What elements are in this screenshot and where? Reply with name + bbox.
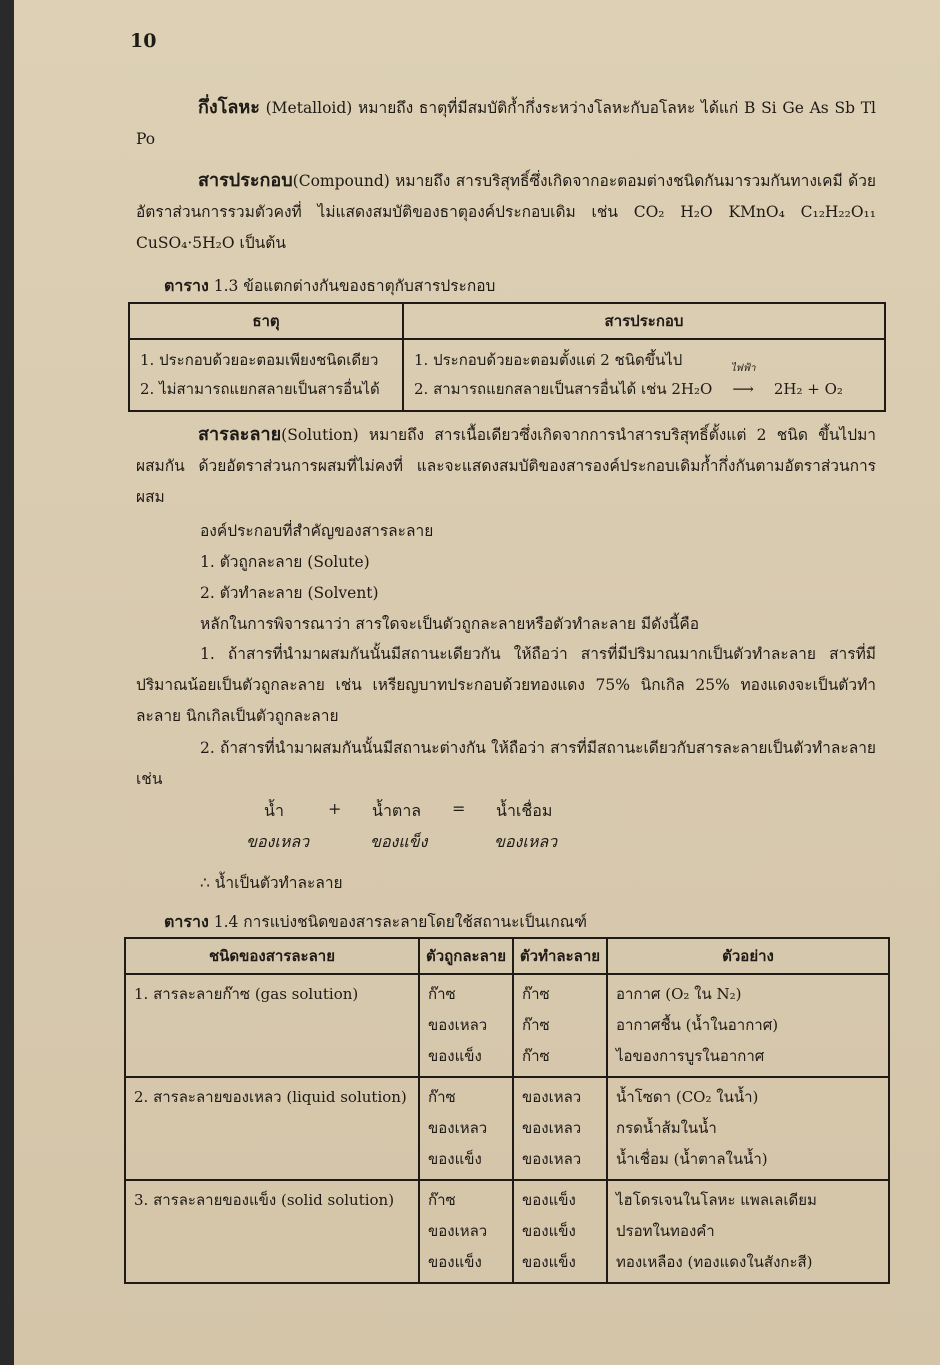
example-value: ไฮโดรเจนในโลหะ แพลเลเดียม xyxy=(616,1191,817,1209)
equation-water-state: ของเหลว xyxy=(246,832,310,851)
table14-header-solvent: ตัวทำละลาย xyxy=(513,938,607,974)
compound-paragraph xyxy=(136,165,876,259)
example-cell xyxy=(607,1180,889,1283)
metalloid-paragraph xyxy=(136,92,876,155)
equation-equals: = xyxy=(452,799,466,818)
table14-number: 1.4 xyxy=(213,913,239,931)
example-value: ทองเหลือง (ทองแดงในสังกะสี) xyxy=(616,1253,813,1271)
reaction-products: 2H₂ + O₂ xyxy=(773,380,843,398)
solvent-value: ของเหลว xyxy=(522,1088,582,1106)
table-row xyxy=(125,1077,889,1180)
table13-compound-cell xyxy=(403,339,885,411)
solute-value: ของแข็ง xyxy=(428,1253,482,1271)
table14-caption xyxy=(164,909,587,935)
example-cell xyxy=(607,974,889,1077)
component-item: 1. ตัวถูกละลาย (Solute) xyxy=(200,553,370,571)
solute-value: ของเหลว xyxy=(428,1222,488,1240)
solute-value: ของเหลว xyxy=(428,1016,488,1034)
solvent-value: ของแข็ง xyxy=(522,1253,576,1271)
table13-caption xyxy=(164,273,495,299)
solution-type-cell: 3. สารละลายของแข็ง (solid solution) xyxy=(125,1180,419,1283)
electrolysis-arrow xyxy=(721,363,765,404)
table-row xyxy=(125,1180,889,1283)
metalloid-term: กึ่งโลหะ xyxy=(198,97,260,118)
solvent-value: ของแข็ง xyxy=(522,1222,576,1240)
equation-sugar: น้ำตาล xyxy=(372,801,422,820)
component-item: 2. ตัวทำละลาย (Solvent) xyxy=(200,584,379,602)
equation-syrup-state: ของเหลว xyxy=(494,832,558,851)
solute-value: ก๊าซ xyxy=(428,985,456,1003)
rule2-paragraph: 2. ถ้าสารที่นำมาผสมกันนั้นมีสถานะต่างกัน ให้ถือว่า สารที่มีสถานะเดียวกับสารละลายเป็นตัวทำละลาย เช่น xyxy=(136,739,876,788)
solute-cell xyxy=(419,1077,513,1180)
solution-paragraph xyxy=(136,419,876,513)
table13-number: 1.3 xyxy=(213,277,239,295)
solute-value: ของแข็ง xyxy=(428,1150,482,1168)
equation-sugar-state: ของแข็ง xyxy=(370,832,428,851)
table13-label: ตาราง xyxy=(164,276,209,295)
example-value: ไอของการบูรในอากาศ xyxy=(616,1047,765,1065)
compound-text: (Compound) หมายถึง สารบริสุทธิ์ซึ่งเกิดจากอะตอมต่างชนิดกันมารวมกันทางเคมี ด้วยอัตราส่วนการรวมตัวคงที่ ไม่แสดงสมบัติของธาตุองค์ประกอบเดิม เช่น CO₂ H₂O KMnO₄ C₁₂H₂₂O₁₁ CuSO₄·5H₂O เป็นต้น xyxy=(136,172,876,252)
solution-types-table xyxy=(124,937,890,1284)
table13-compound-row xyxy=(414,363,874,404)
solvent-cell xyxy=(513,1180,607,1283)
table13-caption-text: ข้อแตกต่างกันของธาตุกับสารประกอบ xyxy=(243,277,496,295)
example-value: กรดน้ำส้มในน้ำ xyxy=(616,1119,717,1137)
table14-caption-text: การแบ่งชนิดของสารละลายโดยใช้สถานะเป็นเกณฑ์ xyxy=(243,913,588,931)
solvent-cell xyxy=(513,1077,607,1180)
solution-type-cell: 1. สารละลายก๊าซ (gas solution) xyxy=(125,974,419,1077)
solute-cell xyxy=(419,974,513,1077)
solution-type-cell: 2. สารละลายของเหลว (liquid solution) xyxy=(125,1077,419,1180)
solute-value: ก๊าซ xyxy=(428,1088,456,1106)
solvent-cell xyxy=(513,974,607,1077)
example-value: ปรอทในทองคำ xyxy=(616,1222,715,1240)
solution-text: (Solution) หมายถึง สารเนื้อเดียวซึ่งเกิดจากการนำสารบริสุทธิ์ตั้งแต่ 2 ชนิด ขึ้นไปมาผสมกัน ด้วยอัตราส่วนการผสมที่ไม่คงที่ และจะแสดงสมบัติของสารองค์ประกอบเดิมก้ำกึ่งกันตามอัตราส่วนการผสม xyxy=(136,426,876,506)
metalloid-text: (Metalloid) หมายถึง ธาตุที่มีสมบัติก้ำกึ่งระหว่างโลหะกับอโลหะ ได้แก่ B Si Ge As Sb Tl Po xyxy=(136,99,876,148)
table13-header-compound: สารประกอบ xyxy=(403,303,885,339)
solvent-value: ของเหลว xyxy=(522,1150,582,1168)
table14-header-solute: ตัวถูกละลาย xyxy=(419,938,513,974)
solvent-value: ของเหลว xyxy=(522,1119,582,1137)
book-page xyxy=(14,0,940,1365)
solution-term: สารละลาย xyxy=(198,424,282,445)
compound-term: สารประกอบ xyxy=(198,170,293,191)
table13-element-row: 1. ประกอบด้วยอะตอมเพียงชนิดเดียว xyxy=(140,351,379,369)
electrolysis-label: ไฟฟ้า xyxy=(730,363,756,374)
equation-plus: + xyxy=(328,799,342,818)
solute-value: ของแข็ง xyxy=(428,1047,482,1065)
element-compound-table xyxy=(128,302,886,412)
solvent-value: ก๊าซ xyxy=(522,985,550,1003)
criteria-intro: หลักในการพิจารณาว่า สารใดจะเป็นตัวถูกละลายหรือตัวทำละลาย มีดังนี้คือ xyxy=(200,615,700,633)
solvent-value: ก๊าซ xyxy=(522,1016,550,1034)
solute-value: ก๊าซ xyxy=(428,1191,456,1209)
table14-header-example: ตัวอย่าง xyxy=(607,938,889,974)
table13-element-row: 2. ไม่สามารถแยกสลายเป็นสารอื่นได้ xyxy=(140,380,380,398)
example-value: อากาศ (O₂ ใน N₂) xyxy=(616,985,742,1003)
solute-cell xyxy=(419,1180,513,1283)
example-value: อากาศชื้น (น้ำในอากาศ) xyxy=(616,1016,779,1034)
example-value: น้ำโซดา (CO₂ ในน้ำ) xyxy=(616,1088,759,1106)
example-value: น้ำเชื่อม (น้ำตาลในน้ำ) xyxy=(616,1150,768,1168)
page-number: 10 xyxy=(130,30,157,52)
arrow-icon: ⟶ xyxy=(732,380,754,398)
example-cell xyxy=(607,1077,889,1180)
table13-compound-row-text: 2. สามารถแยกสลายเป็นสารอื่นได้ เช่น 2H₂O xyxy=(414,380,713,398)
table13-element-cell xyxy=(129,339,403,411)
table13-header-element: ธาตุ xyxy=(129,303,403,339)
table-row xyxy=(125,974,889,1077)
table14-header-type: ชนิดของสารละลาย xyxy=(125,938,419,974)
solvent-value: ก๊าซ xyxy=(522,1047,550,1065)
components-heading: องค์ประกอบที่สำคัญของสารละลาย xyxy=(200,522,434,540)
equation-water: น้ำ xyxy=(264,801,284,820)
solute-value: ของเหลว xyxy=(428,1119,488,1137)
equation-syrup: น้ำเชื่อม xyxy=(496,801,553,820)
table13-compound-row: 1. ประกอบด้วยอะตอมตั้งแต่ 2 ชนิดขึ้นไป xyxy=(414,351,683,369)
solvent-value: ของแข็ง xyxy=(522,1191,576,1209)
table14-label: ตาราง xyxy=(164,912,209,931)
conclusion: ∴ น้ำเป็นตัวทำละลาย xyxy=(200,874,343,892)
rule1-paragraph: 1. ถ้าสารที่นำมาผสมกันนั้นมีสถานะเดียวกัน ให้ถือว่า สารที่มีปริมาณมากเป็นตัวทำละลาย สารที่มีปริมาณน้อยเป็นตัวถูกละลาย เช่น เหรียญบาทประกอบด้วยทองแดง 75% นิกเกิล 25% ทองแดงจะเป็นตัวทำละลาย นิกเกิลเป็นตัวถูกละลาย xyxy=(136,645,876,725)
